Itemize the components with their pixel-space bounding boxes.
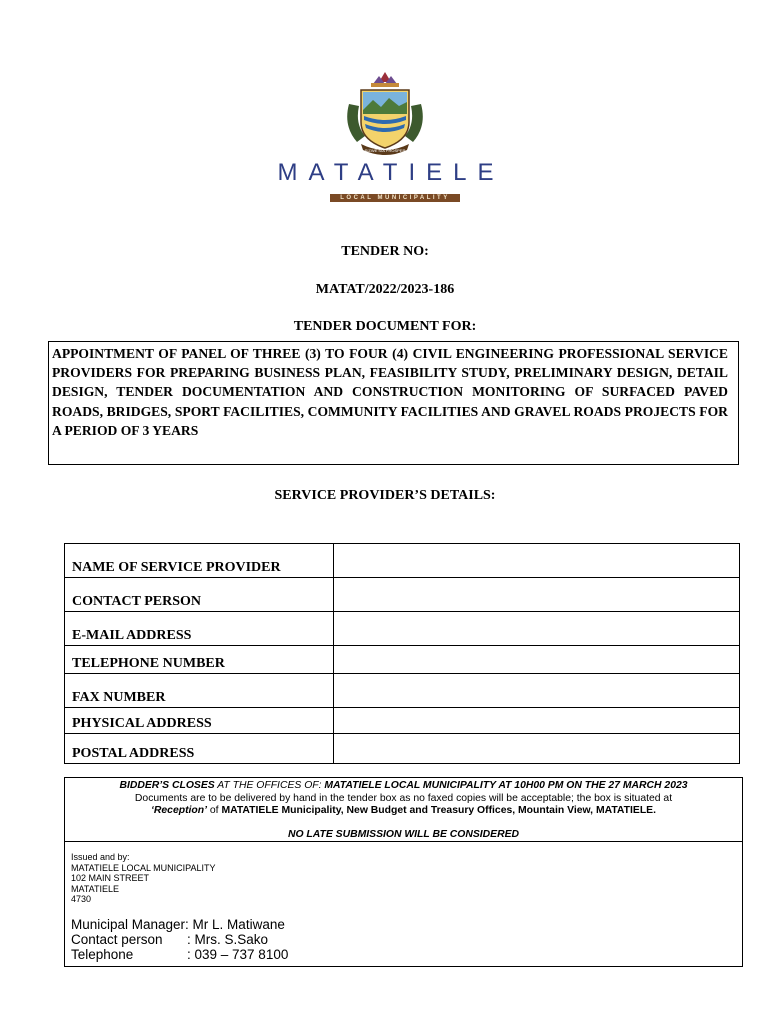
delivery-location bbox=[65, 805, 742, 818]
table-row bbox=[65, 646, 740, 674]
municipal-manager: Municipal Manager: Mr L. Matiwane bbox=[71, 916, 285, 932]
telephone-label: Telephone bbox=[71, 946, 134, 962]
reception-label: ‘Reception’ bbox=[151, 805, 208, 816]
contact-person-label: Contact person bbox=[71, 931, 163, 947]
closing-notice bbox=[65, 778, 742, 842]
contact-details bbox=[65, 917, 742, 963]
tender-title-box bbox=[48, 341, 739, 465]
submission-notice-box bbox=[64, 777, 743, 967]
municipality-logo bbox=[0, 70, 770, 204]
table-row bbox=[65, 708, 740, 734]
field-label: CONTACT PERSON bbox=[65, 578, 334, 612]
telephone-value: : 039 – 737 8100 bbox=[187, 946, 289, 962]
logo-name: MATATIELE bbox=[277, 159, 505, 186]
logo-subtitle: LOCAL MUNICIPALITY bbox=[330, 194, 459, 202]
svg-text:SIZWE SIA PROSPER: SIZWE SIA PROSPER bbox=[364, 148, 406, 153]
field-value-name[interactable] bbox=[334, 544, 740, 578]
closes-prefix: BIDDER’S CLOSES bbox=[119, 780, 215, 791]
field-value-postal-address[interactable] bbox=[334, 734, 740, 764]
field-label: TELEPHONE NUMBER bbox=[65, 646, 334, 674]
field-label: E-MAIL ADDRESS bbox=[65, 612, 334, 646]
field-label: POSTAL ADDRESS bbox=[65, 734, 334, 764]
no-late-submission: NO LATE SUBMISSION WILL BE CONSIDERED bbox=[287, 828, 520, 840]
delivery-of: of bbox=[207, 805, 222, 816]
issued-by bbox=[65, 842, 742, 905]
issued-line: 102 MAIN STREET bbox=[71, 873, 150, 883]
field-value-email[interactable] bbox=[334, 612, 740, 646]
telephone-row bbox=[71, 947, 742, 962]
tender-title: APPOINTMENT OF PANEL OF THREE (3) TO FOUR (4) CIVIL ENGINEERING PROFESSIONAL SERVICE PROVIDERS FOR PREPARING BUSINESS PLAN, FEASIBILITY STUDY, PRELIMINARY DESIGN, DETAIL DESIGN, TENDER DOCUMENTATION AND CONSTRUCTION MONITORING OF SURFACED PAVED ROADS, BRIDGES, SPORT FACILITIES, COMMUNITY FACILITIES AND GRAVEL ROADS PROJECTS FOR A PERIOD OF 3 YEARS bbox=[52, 346, 728, 438]
contact-person-row bbox=[71, 932, 742, 947]
issued-line: 4730 bbox=[71, 894, 92, 904]
table-row bbox=[65, 674, 740, 708]
table-row bbox=[65, 578, 740, 612]
closes-mid: AT THE OFFICES OF: bbox=[214, 780, 325, 791]
field-value-fax[interactable] bbox=[334, 674, 740, 708]
service-provider-details-table bbox=[64, 543, 740, 764]
crest-icon bbox=[335, 70, 435, 156]
tender-document-label: TENDER DOCUMENT FOR: bbox=[293, 319, 477, 334]
issued-line: MATATIELE LOCAL MUNICIPALITY bbox=[71, 862, 216, 873]
tender-number: MATAT/2022/2023-186 bbox=[315, 282, 455, 297]
tender-no-label: TENDER NO: bbox=[341, 244, 429, 259]
closes-suffix: MATATIELE LOCAL MUNICIPALITY AT 10H00 PM ON THE 27 MARCH 2023 bbox=[324, 780, 688, 791]
field-value-physical-address[interactable] bbox=[334, 708, 740, 734]
table-row bbox=[65, 544, 740, 578]
closing-line bbox=[65, 780, 742, 793]
delivery-instructions: Documents are to be delivered by hand in the tender box as no faxed copies will be acceptable; the box is situated at bbox=[134, 792, 673, 804]
field-label: FAX NUMBER bbox=[65, 674, 334, 708]
field-value-contact[interactable] bbox=[334, 578, 740, 612]
delivery-address: MATATIELE Municipality, New Budget and Treasury Offices, Mountain View, MATATIELE. bbox=[221, 805, 656, 816]
field-label: PHYSICAL ADDRESS bbox=[65, 708, 334, 734]
field-label: NAME OF SERVICE PROVIDER bbox=[65, 544, 334, 578]
issued-line: MATATIELE bbox=[71, 883, 120, 894]
service-provider-heading: SERVICE PROVIDER’S DETAILS: bbox=[274, 488, 496, 503]
issued-line: Issued and by: bbox=[71, 852, 130, 862]
table-row bbox=[65, 612, 740, 646]
table-row bbox=[65, 734, 740, 764]
field-value-telephone[interactable] bbox=[334, 646, 740, 674]
contact-person-value: : Mrs. S.Sako bbox=[187, 931, 269, 947]
